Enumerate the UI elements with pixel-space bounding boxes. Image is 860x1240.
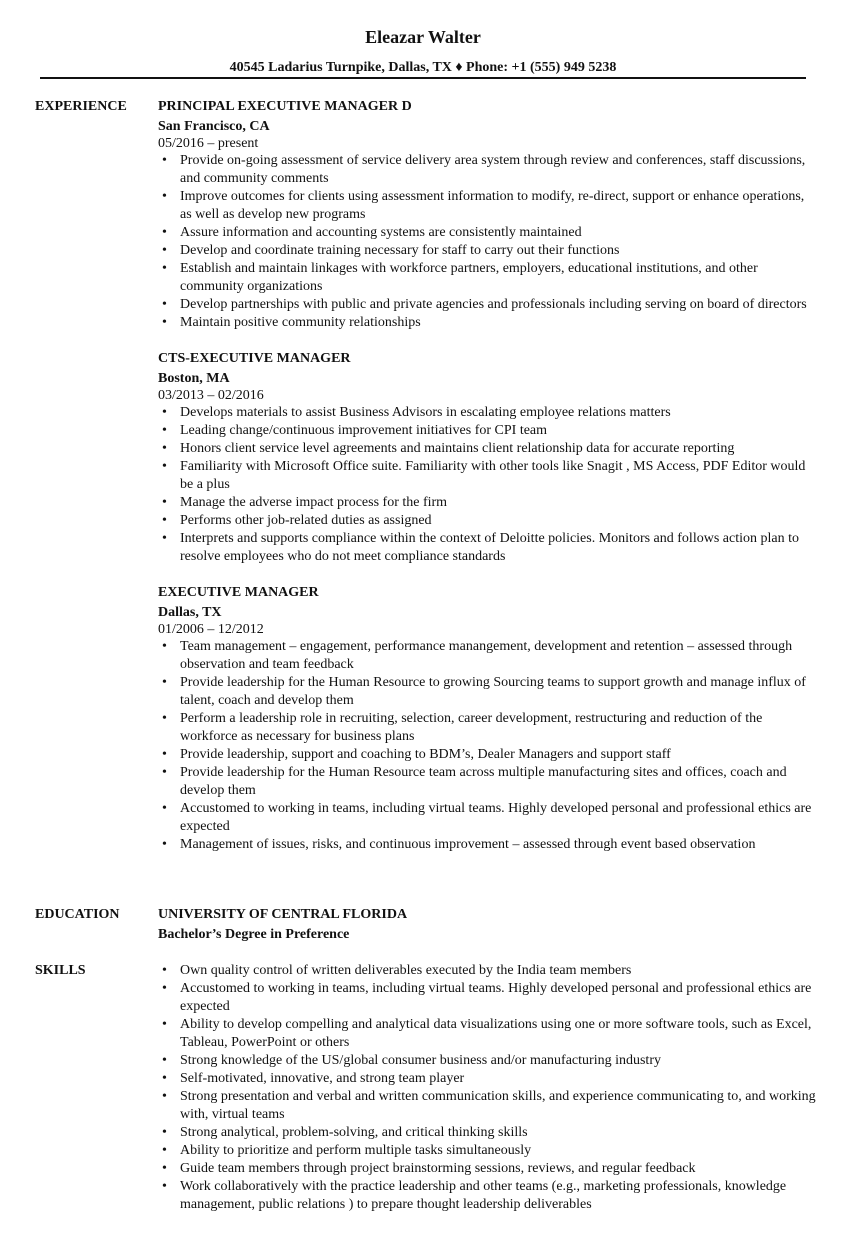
list-item: • Develops materials to assist Business Advisors in escalating employee relations matters: [158, 404, 818, 422]
list-item: • Management of issues, risks, and continuous improvement – assessed through event based observation: [158, 836, 818, 854]
list-item: • Assure information and accounting systems are consistently maintained: [158, 224, 818, 242]
job-bullets: [158, 638, 818, 854]
list-item: • Improve outcomes for clients using assessment information to modify, re-direct, support or enhance operations, as well as develop new programs: [158, 188, 818, 224]
header-divider: [40, 77, 806, 79]
section-label-experience: EXPERIENCE: [35, 99, 127, 114]
candidate-name: Eleazar Walter: [365, 27, 481, 47]
list-item: • Strong analytical, problem-solving, and critical thinking skills: [158, 1124, 818, 1142]
list-item: • Work collaboratively with the practice leadership and other teams (e.g., marketing professionals, knowledge management, public relations ) to prepare thought leadership deliverables: [158, 1178, 818, 1214]
list-item: • Strong knowledge of the US/global consumer business and/or manufacturing industry: [158, 1052, 818, 1070]
list-item: • Provide leadership for the Human Resource to growing Sourcing teams to support growth and manage influx of talent, coach and develop them: [158, 674, 818, 710]
job-title: CTS-EXECUTIVE MANAGER: [158, 351, 351, 366]
list-item: • Interprets and supports compliance within the context of Deloitte policies. Monitors and follows action plan to resolve employees who do not meet compliance standards: [158, 530, 818, 566]
job-title: PRINCIPAL EXECUTIVE MANAGER D: [158, 99, 412, 114]
job-dates: 01/2006 – 12/2012: [158, 622, 264, 637]
list-item: • Perform a leadership role in recruiting, selection, career development, restructuring and reduction of the workforce as necessary for business plans: [158, 710, 818, 746]
skills-body: [158, 962, 818, 1214]
job-dates: 03/2013 – 02/2016: [158, 388, 264, 403]
list-item: • Accustomed to working in teams, including virtual teams. Highly developed personal and professional ethics are expected: [158, 980, 818, 1016]
list-item: • Develop and coordinate training necessary for staff to carry out their functions: [158, 242, 818, 260]
job-location: Dallas, TX: [158, 605, 222, 620]
skills-list: [158, 962, 818, 1214]
contact-line: 40545 Ladarius Turnpike, Dallas, TX ♦ Phone: +1 (555) 949 5238: [229, 60, 617, 75]
list-item: • Provide on-going assessment of service delivery area system through review and conferences, staff discussions, and community comments: [158, 152, 818, 188]
job-entry: [158, 584, 818, 854]
section-label-education: EDUCATION: [35, 907, 120, 922]
job-dates: 05/2016 – present: [158, 136, 259, 151]
list-item: • Ability to prioritize and perform multiple tasks simultaneously: [158, 1142, 818, 1160]
list-item: • Ability to develop compelling and analytical data visualizations using one or more software tools, such as Excel, Tableau, PowerPoint or others: [158, 1016, 818, 1052]
list-item: • Performs other job-related duties as assigned: [158, 512, 818, 530]
education-body: [158, 906, 818, 944]
list-item: • Self-motivated, innovative, and strong team player: [158, 1070, 818, 1088]
list-item: • Manage the adverse impact process for the firm: [158, 494, 818, 512]
section-label-skills: SKILLS: [35, 963, 86, 978]
job-bullets: [158, 404, 818, 566]
job-location: Boston, MA: [158, 371, 230, 386]
job-entry: [158, 350, 818, 566]
experience-body: [158, 98, 818, 872]
degree: Bachelor’s Degree in Preference: [158, 927, 350, 942]
list-item: • Own quality control of written deliverables executed by the India team members: [158, 962, 818, 980]
list-item: • Accustomed to working in teams, including virtual teams. Highly developed personal and professional ethics are expected: [158, 800, 818, 836]
list-item: • Honors client service level agreements and maintains client relationship data for accurate reporting: [158, 440, 818, 458]
list-item: • Strong presentation and verbal and written communication skills, and experience communicating to, and working with, virtual teams: [158, 1088, 818, 1124]
job-title: EXECUTIVE MANAGER: [158, 585, 319, 600]
list-item: • Provide leadership, support and coaching to BDM’s, Dealer Managers and support staff: [158, 746, 818, 764]
school-name: UNIVERSITY OF CENTRAL FLORIDA: [158, 907, 408, 922]
job-bullets: [158, 152, 818, 332]
list-item: • Team management – engagement, performance manangement, development and retention – assessed through observation and team feedback: [158, 638, 818, 674]
list-item: • Guide team members through project brainstorming sessions, reviews, and regular feedback: [158, 1160, 818, 1178]
list-item: • Provide leadership for the Human Resource team across multiple manufacturing sites and offices, coach and develop them: [158, 764, 818, 800]
list-item: • Develop partnerships with public and private agencies and professionals including serving on board of directors: [158, 296, 818, 314]
list-item: • Establish and maintain linkages with workforce partners, employers, educational institutions, and other community organizations: [158, 260, 818, 296]
list-item: • Familiarity with Microsoft Office suite. Familiarity with other tools like Snagit , MS Access, PDF Editor would be a plus: [158, 458, 818, 494]
list-item: • Leading change/continuous improvement initiatives for CPI team: [158, 422, 818, 440]
job-entry: [158, 98, 818, 332]
list-item: • Maintain positive community relationships: [158, 314, 818, 332]
job-location: San Francisco, CA: [158, 119, 270, 134]
